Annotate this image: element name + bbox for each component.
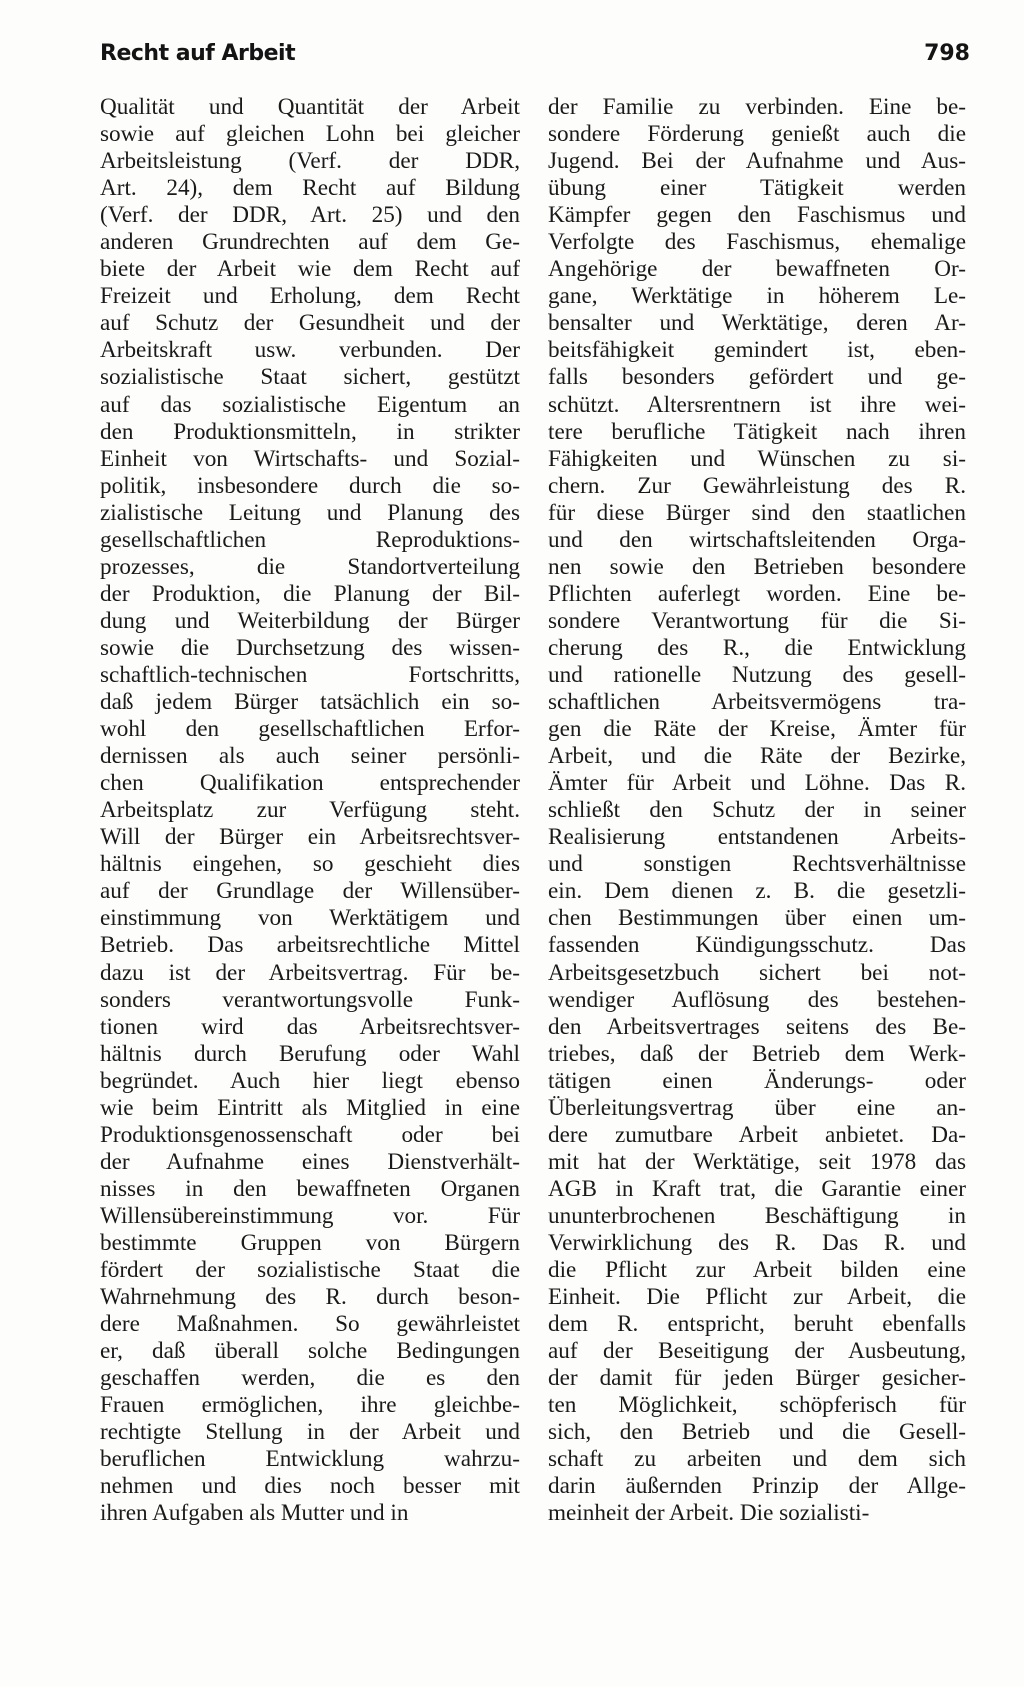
text-line: dernissen als auch seiner persönli- bbox=[100, 743, 520, 770]
text-line: der Produktion, die Planung der Bil- bbox=[100, 580, 520, 607]
text-line: Betrieb. Das arbeitsrechtliche Mittel bbox=[100, 932, 520, 959]
text-line: wohl den gesellschaftlichen Erfor- bbox=[100, 716, 520, 743]
text-line: Einheit von Wirtschafts- und Sozial- bbox=[100, 445, 520, 472]
text-line: der Aufnahme eines Dienstverhält- bbox=[100, 1148, 520, 1175]
text-line: ten Möglichkeit, schöpferisch für bbox=[548, 1392, 966, 1419]
text-line: für diese Bürger sind den staatlichen bbox=[548, 499, 966, 526]
text-line: Arbeitskraft usw. verbunden. Der bbox=[100, 337, 520, 364]
text-line: Verwirklichung des R. Das R. und bbox=[548, 1229, 966, 1256]
text-line: hältnis durch Berufung oder Wahl bbox=[100, 1040, 520, 1067]
text-line: übung einer Tätigkeit werden bbox=[548, 175, 966, 202]
text-line: Wahrnehmung des R. durch beson- bbox=[100, 1284, 520, 1311]
text-column-right bbox=[548, 94, 966, 1527]
text-line: gen die Räte der Kreise, Ämter für bbox=[548, 716, 966, 743]
text-line: die Pflicht zur Arbeit bilden eine bbox=[548, 1257, 966, 1284]
text-line: ein. Dem dienen z. B. die gesetzli- bbox=[548, 878, 966, 905]
text-line: und den wirtschaftsleitenden Orga- bbox=[548, 526, 966, 553]
text-line: auf das sozialistische Eigentum an bbox=[100, 391, 520, 418]
text-line: Arbeitsplatz zur Verfügung steht. bbox=[100, 797, 520, 824]
text-line: Kämpfer gegen den Faschismus und bbox=[548, 202, 966, 229]
text-line: beruflichen Entwicklung wahrzu- bbox=[100, 1446, 520, 1473]
text-line: tionen wird das Arbeitsrechtsver- bbox=[100, 1013, 520, 1040]
text-line: schließt den Schutz der in seiner bbox=[548, 797, 966, 824]
text-line: Jugend. Bei der Aufnahme und Aus- bbox=[548, 148, 966, 175]
text-line: sonders verantwortungsvolle Funk- bbox=[100, 986, 520, 1013]
text-line: hältnis eingehen, so geschieht dies bbox=[100, 851, 520, 878]
text-line: Arbeitsgesetzbuch sichert bei not- bbox=[548, 959, 966, 986]
text-line: chen Qualifikation entsprechender bbox=[100, 770, 520, 797]
text-line: Art. 24), dem Recht auf Bildung bbox=[100, 175, 520, 202]
text-line: ununterbrochenen Beschäftigung in bbox=[548, 1202, 966, 1229]
text-line: und sonstigen Rechtsverhältnisse bbox=[548, 851, 966, 878]
text-line: prozesses, die Standortverteilung bbox=[100, 553, 520, 580]
text-line: fördert der sozialistische Staat die bbox=[100, 1257, 520, 1284]
text-line: schützt. Altersrentnern ist ihre wei- bbox=[548, 391, 966, 418]
text-line: tätigen einen Änderungs- oder bbox=[548, 1067, 966, 1094]
text-line: er, daß überall solche Bedingungen bbox=[100, 1338, 520, 1365]
page-number: 798 bbox=[924, 41, 970, 66]
text-line: einstimmung von Werktätigem und bbox=[100, 905, 520, 932]
text-line: chern. Zur Gewährleistung des R. bbox=[548, 472, 966, 499]
text-line: den Arbeitsvertrages seitens des Be- bbox=[548, 1013, 966, 1040]
text-line: falls besonders gefördert und ge- bbox=[548, 364, 966, 391]
text-line: bensalter und Werktätige, deren Ar- bbox=[548, 310, 966, 337]
text-line: zialistische Leitung und Planung des bbox=[100, 499, 520, 526]
text-line: cherung des R., die Entwicklung bbox=[548, 634, 966, 661]
text-line: daß jedem Bürger tatsächlich ein so- bbox=[100, 689, 520, 716]
text-line: chen Bestimmungen über einen um- bbox=[548, 905, 966, 932]
text-line: dazu ist der Arbeitsvertrag. Für be- bbox=[100, 959, 520, 986]
text-line: Verfolgte des Faschismus, ehemalige bbox=[548, 229, 966, 256]
text-line: sondere Förderung genießt auch die bbox=[548, 121, 966, 148]
text-line: Produktionsgenossenschaft oder bei bbox=[100, 1121, 520, 1148]
text-line: und rationelle Nutzung des gesell- bbox=[548, 661, 966, 688]
text-line: (Verf. der DDR, Art. 25) und den bbox=[100, 202, 520, 229]
text-line: wie beim Eintritt als Mitglied in eine bbox=[100, 1094, 520, 1121]
text-line: Einheit. Die Pflicht zur Arbeit, die bbox=[548, 1284, 966, 1311]
text-line: nisses in den bewaffneten Organen bbox=[100, 1175, 520, 1202]
text-line: Frauen ermöglichen, ihre gleichbe- bbox=[100, 1392, 520, 1419]
text-line: auf der Beseitigung der Ausbeutung, bbox=[548, 1338, 966, 1365]
text-line: dem R. entspricht, beruht ebenfalls bbox=[548, 1311, 966, 1338]
text-line: darin äußernden Prinzip der Allge- bbox=[548, 1473, 966, 1500]
text-line: Realisierung entstandenen Arbeits- bbox=[548, 824, 966, 851]
running-title: Recht auf Arbeit bbox=[100, 41, 296, 66]
text-line: fassenden Kündigungsschutz. Das bbox=[548, 932, 966, 959]
text-line: Ämter für Arbeit und Löhne. Das R. bbox=[548, 770, 966, 797]
text-line: bestimmte Gruppen von Bürgern bbox=[100, 1229, 520, 1256]
text-line: schaftlich-technischen Fortschritts, bbox=[100, 661, 520, 688]
text-line: ihren Aufgaben als Mutter und in bbox=[100, 1500, 409, 1527]
text-line: biete der Arbeit wie dem Recht auf bbox=[100, 256, 520, 283]
text-line: Fähigkeiten und Wünschen zu si- bbox=[548, 445, 966, 472]
text-line: Pflichten auferlegt worden. Eine be- bbox=[548, 580, 966, 607]
text-line: den Produktionsmitteln, in strikter bbox=[100, 418, 520, 445]
text-line: gane, Werktätige in höherem Le- bbox=[548, 283, 966, 310]
text-line: sondere Verantwortung für die Si- bbox=[548, 607, 966, 634]
text-line: triebes, daß der Betrieb dem Werk- bbox=[548, 1040, 966, 1067]
text-line: tere berufliche Tätigkeit nach ihren bbox=[548, 418, 966, 445]
text-line: begründet. Auch hier liegt ebenso bbox=[100, 1067, 520, 1094]
text-line: rechtigte Stellung in der Arbeit und bbox=[100, 1419, 520, 1446]
text-line: dere Maßnahmen. So gewährleistet bbox=[100, 1311, 520, 1338]
text-line: der Familie zu verbinden. Eine be- bbox=[548, 94, 966, 120]
text-line: mit hat der Werktätige, seit 1978 das bbox=[548, 1148, 966, 1175]
text-column-left bbox=[100, 94, 520, 1527]
text-line: AGB in Kraft trat, die Garantie einer bbox=[548, 1175, 966, 1202]
text-line: Überleitungsvertrag über eine an- bbox=[548, 1094, 966, 1121]
text-line: Qualität und Quantität der Arbeit bbox=[100, 94, 520, 120]
text-line: nen sowie den Betrieben besondere bbox=[548, 553, 966, 580]
text-line: sich, den Betrieb und die Gesell- bbox=[548, 1419, 966, 1446]
text-line: schaft zu arbeiten und dem sich bbox=[548, 1446, 966, 1473]
text-line: dung und Weiterbildung der Bürger bbox=[100, 607, 520, 634]
text-line: beitsfähigkeit gemindert ist, eben- bbox=[548, 337, 966, 364]
text-line: Will der Bürger ein Arbeitsrechtsver- bbox=[100, 824, 520, 851]
text-line: meinheit der Arbeit. Die sozialisti- bbox=[548, 1500, 870, 1527]
text-line: gesellschaftlichen Reproduktions- bbox=[100, 526, 520, 553]
text-line: sowie auf gleichen Lohn bei gleicher bbox=[100, 121, 520, 148]
text-line: sozialistische Staat sichert, gestützt bbox=[100, 364, 520, 391]
text-line: anderen Grundrechten auf dem Ge- bbox=[100, 229, 520, 256]
text-line: dere zumutbare Arbeit anbietet. Da- bbox=[548, 1121, 966, 1148]
text-line: auf der Grundlage der Willensüber- bbox=[100, 878, 520, 905]
text-line: Freizeit und Erholung, dem Recht bbox=[100, 283, 520, 310]
text-line: Arbeit, und die Räte der Bezirke, bbox=[548, 743, 966, 770]
text-line: auf Schutz der Gesundheit und der bbox=[100, 310, 520, 337]
text-line: schaftlichen Arbeitsvermögens tra- bbox=[548, 689, 966, 716]
text-line: geschaffen werden, die es den bbox=[100, 1365, 520, 1392]
running-header bbox=[100, 41, 970, 81]
text-line: Arbeitsleistung (Verf. der DDR, bbox=[100, 148, 520, 175]
text-line: politik, insbesondere durch die so- bbox=[100, 472, 520, 499]
text-line: Angehörige der bewaffneten Or- bbox=[548, 256, 966, 283]
text-line: wendiger Auflösung des bestehen- bbox=[548, 986, 966, 1013]
text-line: der damit für jeden Bürger gesicher- bbox=[548, 1365, 966, 1392]
text-line: Willensübereinstimmung vor. Für bbox=[100, 1202, 520, 1229]
text-line: sowie die Durchsetzung des wissen- bbox=[100, 634, 520, 661]
text-line: nehmen und dies noch besser mit bbox=[100, 1473, 520, 1500]
